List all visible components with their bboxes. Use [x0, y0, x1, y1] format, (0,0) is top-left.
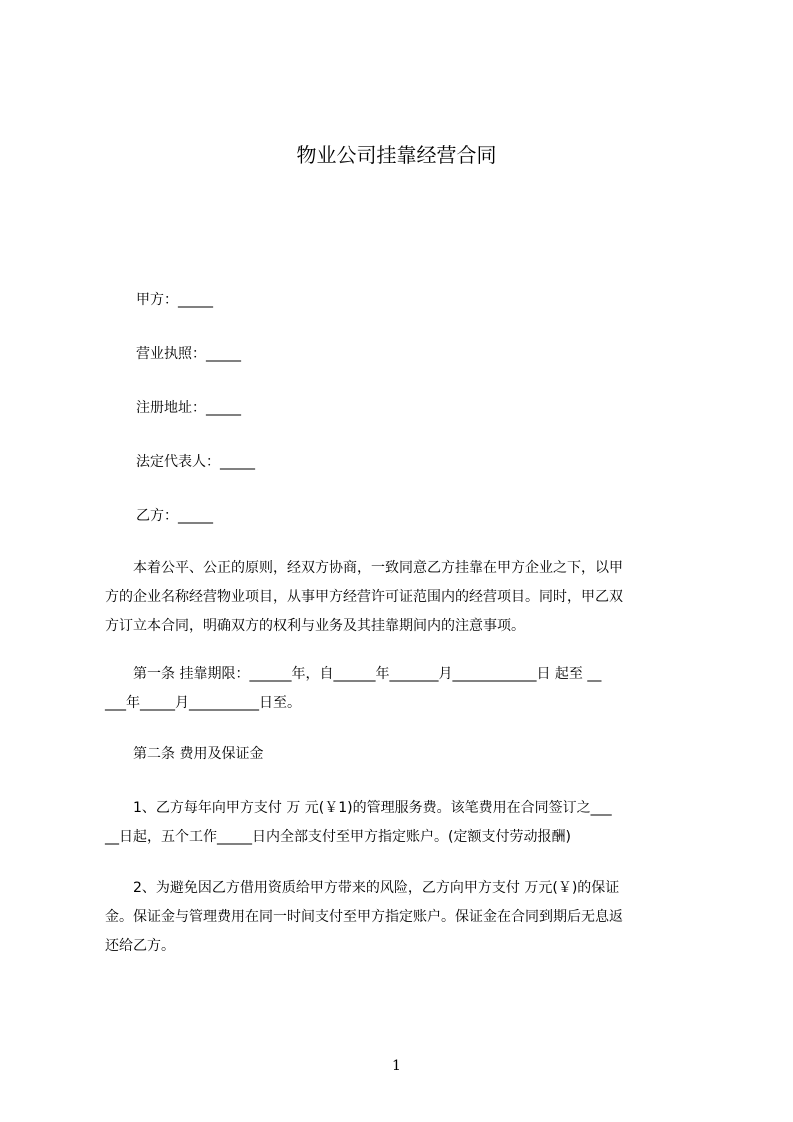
business-license-field: 营业执照：_____ — [136, 346, 241, 362]
clause-2-line: 2、为避免因乙方借用资质给甲方带来的风险，乙方向甲方支付 万元(￥)的保证 — [105, 880, 620, 896]
preamble-line: 本着公平、公正的原则，经双方协商，一致同意乙方挂靠在甲方企业之下，以甲 — [105, 560, 623, 576]
registered-address-field: 注册地址：_____ — [136, 400, 241, 416]
page-number: 1 — [392, 1058, 401, 1074]
preamble-paragraph — [105, 554, 705, 641]
clause-1-line: __日起，五个工作_____日内全部支付至甲方指定账户。(定额支付劳动报酬) — [105, 829, 571, 845]
clause-1-line: 1、乙方每年向甲方支付 万 元(￥1)的管理服务费。该笔费用在合同签订之___ — [105, 800, 612, 816]
clause-2-paragraph — [105, 874, 705, 961]
article-1-line: ___年_____月__________日至。 — [105, 695, 301, 711]
article-1-line: 第一条 挂靠期限：______年，自______年_______月____________日 起至 __ — [105, 666, 602, 682]
clause-1-paragraph — [105, 794, 705, 852]
article-2-heading-text: 第二条 费用及保证金 — [105, 746, 264, 762]
article-1-term — [105, 660, 705, 718]
document-title: 物业公司挂靠经营合同 — [296, 143, 497, 167]
clause-2-line: 金。保证金与管理费用在同一时间支付至甲方指定账户。保证金在合同到期后无息返 — [105, 909, 623, 925]
party-a-field: 甲方：_____ — [136, 292, 213, 308]
preamble-line: 方的企业名称经营物业项目，从事甲方经营许可证范围内的经营项目。同时，甲乙双 — [105, 589, 623, 605]
legal-representative-field: 法定代表人：_____ — [136, 454, 255, 470]
article-2-heading — [105, 740, 705, 769]
clause-2-line: 还给乙方。 — [105, 938, 175, 954]
party-b-field: 乙方：_____ — [136, 508, 213, 524]
preamble-line: 方订立本合同，明确双方的权利与业务及其挂靠期间内的注意事项。 — [105, 618, 525, 634]
